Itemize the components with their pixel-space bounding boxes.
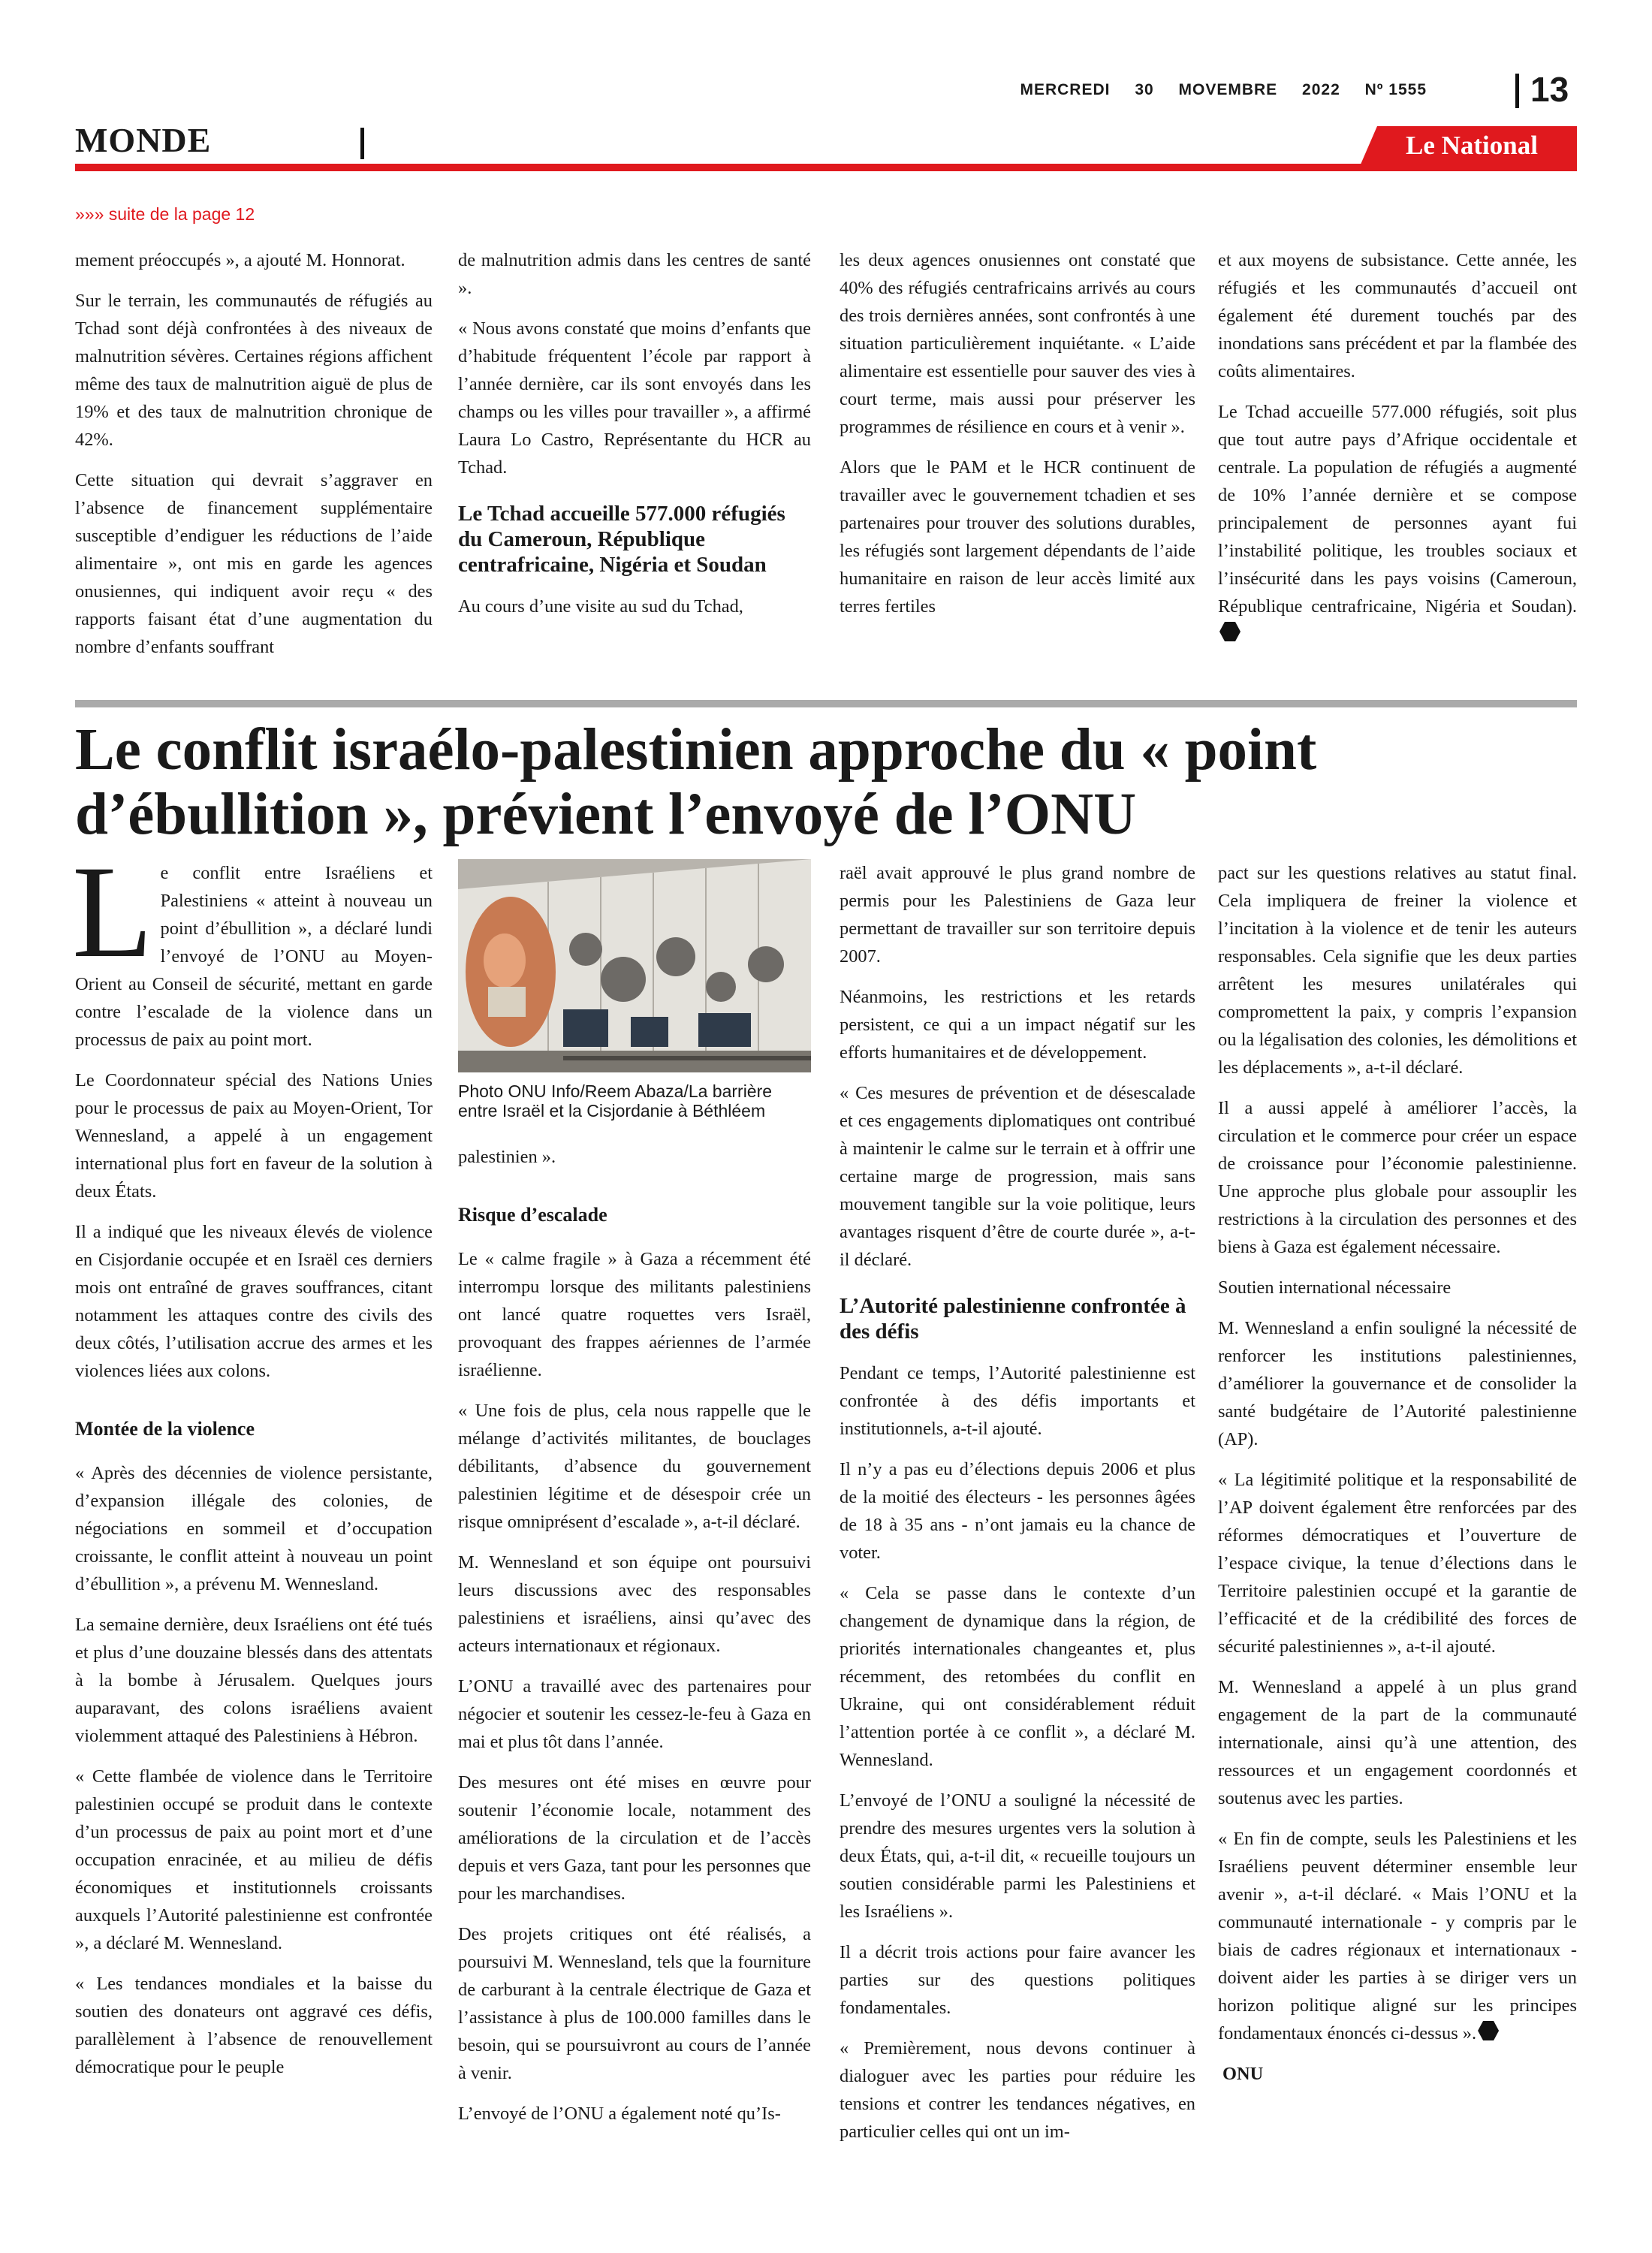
section-divider [360, 128, 364, 159]
page-number: 13 [1530, 70, 1569, 109]
paragraph: M. Wennesland et son équipe ont poursuivi leurs discussions avec des responsables palestiniens et israéliens, ainsi qu’avec des acteurs internationaux et régionaux. [458, 1552, 811, 1656]
paragraph: mement préoccupés », a ajouté M. Honnorat. [75, 250, 405, 270]
newspaper-name: Le National [1406, 131, 1538, 160]
paragraph: Pendant ce temps, l’Autorité palestinienne est confrontée à des défis importants et institutionnels, a-t-il ajouté. [840, 1363, 1195, 1439]
paragraph: Il a décrit trois actions pour faire avancer les parties sur des questions politiques fondamentales. [840, 1942, 1195, 2018]
issue-date: 30 [1135, 81, 1154, 98]
separation-wall-mural-image [458, 859, 811, 1072]
subheading: L’Autorité palestinienne confrontée à des défis [840, 1294, 1186, 1344]
issue-day: MERCREDI [1020, 81, 1111, 98]
paragraph-text: Le Tchad accueille 577.000 réfugiés, soit plus que tout autre pays d’Afrique occidentale et centrale. La population de réfugiés a augmenté de 10% l’année dernière et se compose principalement de personnes ayant fui l’instabilité politique, les troubles sociaux et l’insécurité dans les pays voisins (Cameroun, République centrafricaine, Nigéria et Soudan). [1218, 402, 1577, 617]
end-of-article-icon [1478, 2021, 1499, 2040]
paragraph [1218, 398, 1577, 648]
main-article-column-4 [1218, 859, 1577, 2101]
paragraph: Alors que le PAM et le HCR continuent de travailler avec le gouvernement tchadien et ses partenaires pour trouver des solutions durables, les réfugiés sont largement dépendants de l’aide humanitaire en raison de leur accès limité aux terres fertiles [840, 457, 1195, 617]
article-headline: Le conflit israélo-palestinien approche du « point d’ébullition », prévient l’envoyé de l’ONU [75, 717, 1317, 847]
subheading: Montée de la violence [75, 1418, 255, 1440]
top-article-column-4 [1218, 246, 1577, 661]
paragraph: « Ces mesures de prévention et de désescalade et ces engagements diplomatiques ont contribué à maintenir le calme sur le terrain et à offrir une certaine marge de progression, mais sans mouvement tangible sur la voie politique, leurs avantages risquent d’être de courte durée », a-t-il déclaré. [840, 1083, 1195, 1270]
paragraph: L’envoyé de l’ONU a également noté qu’Is- [458, 2104, 781, 2124]
paragraph: Cette situation qui devrait s’aggraver en l’absence de financement supplémentaire susceptible d’endiguer les réductions de l’aide alimentaire », ont mis en garde les agences onusiennes, qui indiquent avoir reçu « des rapports faisant état d’une augmentation du nombre d’enfants souffrant [75, 470, 433, 657]
paragraph [1218, 1825, 1577, 2047]
paragraph: M. Wennesland a enfin souligné la nécessité de renforcer les institutions palestiniennes, d’améliorer la gouvernance et de consolider la santé budgétaire de l’Autorité palestinienne (AP). [1218, 1318, 1577, 1449]
subheading: Le Tchad accueille 577.000 réfugiés du Cameroun, République centrafricaine, Nigéria et Soudan [458, 502, 785, 577]
paragraph: Sur le terrain, les communautés de réfugiés au Tchad sont déjà confrontées à des niveaux de malnutrition sévères. Certaines régions affichent même des taux de malnutrition aiguë de plus de 19% et des taux de malnutrition chronique de 42%. [75, 291, 433, 450]
drop-cap: L [72, 839, 153, 985]
page-number-divider [1515, 74, 1519, 108]
paragraph: Des projets critiques ont été réalisés, a poursuivi M. Wennesland, tels que la fourniture de carburant à la centrale électrique de Gaza et l’assistance à plus de 100.000 familles dans le besoin, qui se poursuivront au cours de l’année à venir. [458, 1924, 811, 2083]
end-of-article-icon [1219, 622, 1241, 641]
paragraph: palestinien ». [458, 1147, 556, 1167]
paragraph: pact sur les questions relatives au statut final. Cela impliquera de freiner la violence et l’incitation à la violence et de tenir les auteurs responsables. Cela signifie que les deux parties arrêtent les mesures unilatérales qui compromettent la paix, y compris l’expansion ou la légalisation des colonies, les démolitions et les déplacements », a-t-il déclaré. [1218, 863, 1577, 1078]
paragraph: « Une fois de plus, cela nous rappelle que le mélange d’activités militantes, de bouclages débilitants, d’absence du gouvernement palestinien légitime et de désespoir crée un risque omniprésent d’escalade », a-t-il déclaré. [458, 1401, 811, 1532]
lead-paragraph [72, 839, 433, 1054]
paragraph: Néanmoins, les restrictions et les retards persistent, ce qui a un impact négatif sur les efforts humanitaires et de développement. [840, 987, 1195, 1063]
main-article-column-3 [840, 859, 1195, 2158]
paragraph-text: « En fin de compte, seuls les Palestiniens et les Israéliens peuvent déterminer ensemble leur avenir », a-t-il déclaré. « Mais l’ONU et la communauté internationale - y compris par le biais de cadres régionaux et internationaux - doivent aider les parties à se diriger vers un horizon politique aligné sur les principes fondamentaux énoncés ci-dessus ». [1218, 1829, 1577, 2043]
article-photo [458, 859, 811, 1072]
paragraph: « La légitimité politique et la responsabilité de l’AP doivent également être renforcées par des réformes démocratiques et l’ouverture de l’espace civique, la tenue d’élections dans le Territoire palestinien occupé et la garantie de l’efficacité et de la crédibilité des forces de sécurité palestiniennes », a-t-il ajouté. [1218, 1470, 1577, 1657]
paragraph: de malnutrition admis dans les centres de santé ». [458, 250, 811, 298]
paragraph: Au cours d’une visite au sud du Tchad, [458, 596, 743, 617]
top-article-column-2 [458, 246, 811, 633]
issue-number: Nº 1555 [1364, 81, 1427, 98]
paragraph: « Nous avons constaté que moins d’enfants que d’habitude fréquentent l’école par rapport à l’année dernière, car ils sont envoyés dans les champs ou les villes pour travailler », a affirmé Laura Lo Castro, Représentante du HCR au Tchad. [458, 318, 811, 478]
paragraph: L’ONU a travaillé avec des partenaires pour négocier et soutenir les cessez-le-feu à Gaza en mai et plus tôt dans l’année. [458, 1676, 811, 1752]
paragraph: Il n’y a pas eu d’élections depuis 2006 et plus de la moitié des électeurs - les personnes âgées de 18 à 35 ans - n’ont jamais eu la chance de voter. [840, 1459, 1195, 1563]
paragraph: « Premièrement, nous devons continuer à dialoguer avec les parties pour réduire les tensions et contrer les tendances négatives, en particulier celles qui ont un im- [840, 2038, 1195, 2142]
paragraph: Le Coordonnateur spécial des Nations Unies pour le processus de paix au Moyen-Orient, Tor Wennesland, a appelé à un engagement international plus fort en faveur de la solution à deux États. [75, 1070, 433, 1202]
paragraph: Il a indiqué que les niveaux élevés de violence en Cisjordanie occupée et en Israël ces derniers mois ont entraîné de graves souffrances, citant notamment les attaques contre des civils des deux côtés, l’utilisation accrue des armes et les violences liées aux colons. [75, 1222, 433, 1381]
header-red-rule [75, 164, 1577, 171]
paragraph: « Les tendances mondiales et la baisse du soutien des donateurs ont aggravé ces défis, parallèlement à l’absence de renouvellement démocratique pour le peuple [75, 1974, 433, 2077]
issue-month: MOVEMBRE [1178, 81, 1278, 98]
paragraph: M. Wennesland a appelé à un plus grand engagement de la part de la communauté internationale, ainsi qu’à une attention, des ressources et un engagement coordonnés et soutenus avec les parties. [1218, 1677, 1577, 1808]
lead-text: e conflit entre Israéliens et Palestiniens « atteint à nouveau un point d’ébullition », a déclaré lundi l’envoyé de l’ONU au Moyen-Orient au Conseil de sécurité, mettant en garde contre l’escalade de la violence dans un processus de paix au point mort. [75, 863, 433, 1050]
subheading-plain: Soutien international nécessaire [1218, 1277, 1452, 1298]
article-signature: ONU [1222, 2064, 1264, 2084]
issue-date-line [1000, 81, 1427, 99]
paragraph: raël avait approuvé le plus grand nombre de permis pour les Palestiniens de Gaza leur permettant de travailler sur son territoire depuis 2007. [840, 863, 1195, 967]
continued-from-link[interactable]: »»» suite de la page 12 [75, 204, 255, 224]
section-title: MONDE [75, 121, 212, 159]
paragraph: les deux agences onusiennes ont constaté que 40% des réfugiés centrafricains arrivés au cours des trois dernières années, sont confrontés à une situation particulièrement inquiétante. « L’aide alimentaire est essentielle pour sauver des vies à court terme, mais aussi pour préserver les programmes de résilience en cours et à venir ». [840, 250, 1195, 437]
paragraph: Il a aussi appelé à améliorer l’accès, la circulation et le commerce pour créer un espace de croissance pour l’économie palestinienne. Une approche plus globale pour assouplir les restrictions à la circulation des personnes et des biens à Gaza est également nécessaire. [1218, 1098, 1577, 1257]
paragraph: L’envoyé de l’ONU a souligné la nécessité de prendre des mesures urgentes vers la solution à deux États, qui, a-t-il dit, « recueille toujours un soutien considérable parmi les Palestiniens et les Israéliens ». [840, 1790, 1195, 1922]
paragraph: « Cela se passe dans le contexte d’un changement de dynamique dans la région, de priorités internationales changeantes et, plus récemment, des retombées du conflit en Ukraine, qui ont considérablement réduit l’attention portée à ce conflit », a déclaré M. Wennesland. [840, 1583, 1195, 1770]
top-article-column-1 [75, 246, 433, 674]
main-article-column-1 [72, 839, 433, 2094]
photo-caption: Photo ONU Info/Reem Abaza/La barrière entre Israël et la Cisjordanie à Béthléem [458, 1081, 773, 1120]
subheading: Risque d’escalade [458, 1204, 607, 1226]
paragraph: et aux moyens de subsistance. Cette année, les réfugiés et les communautés d’accueil ont également été durement touchés par des inondations sans précédent et par la flambée des coûts alimentaires. [1218, 250, 1577, 382]
paragraph: Le « calme fragile » à Gaza a récemment été interrompu lorsque des militants palestiniens ont lancé quatre roquettes vers Israël, provoquant des frappes aériennes de l’armée israélienne. [458, 1249, 811, 1380]
paragraph: « Après des décennies de violence persistante, d’expansion illégale des colonies, de négociations en sommeil et d’occupation croissante, le conflit atteint à nouveau un point d’ébullition », a prévenu M. Wennesland. [75, 1463, 433, 1594]
paragraph: « Cette flambée de violence dans le Territoire palestinien occupé se produit dans le contexte d’un processus de paix au point mort et d’une occupation enracinée, et au milieu de défis économiques et institutionnels croissants auxquels l’Autorité palestinienne est confrontée », a déclaré M. Wennesland. [75, 1766, 433, 1953]
main-article-column-2 [458, 859, 811, 2140]
paragraph: Des mesures ont été mises en œuvre pour soutenir l’économie locale, notamment des améliorations de la circulation et de l’accès depuis et vers Gaza, tant pour les personnes que pour les marchandises. [458, 1772, 811, 1904]
top-article-column-3 [840, 246, 1195, 633]
article-divider [75, 700, 1577, 707]
issue-year: 2022 [1302, 81, 1340, 98]
paragraph: La semaine dernière, deux Israéliens ont été tués et plus d’une douzaine blessés dans des attentats à la bombe à Jérusalem. Quelques jours auparavant, des colons israéliens avaient violemment attaqué des Palestiniens à Hébron. [75, 1615, 433, 1746]
